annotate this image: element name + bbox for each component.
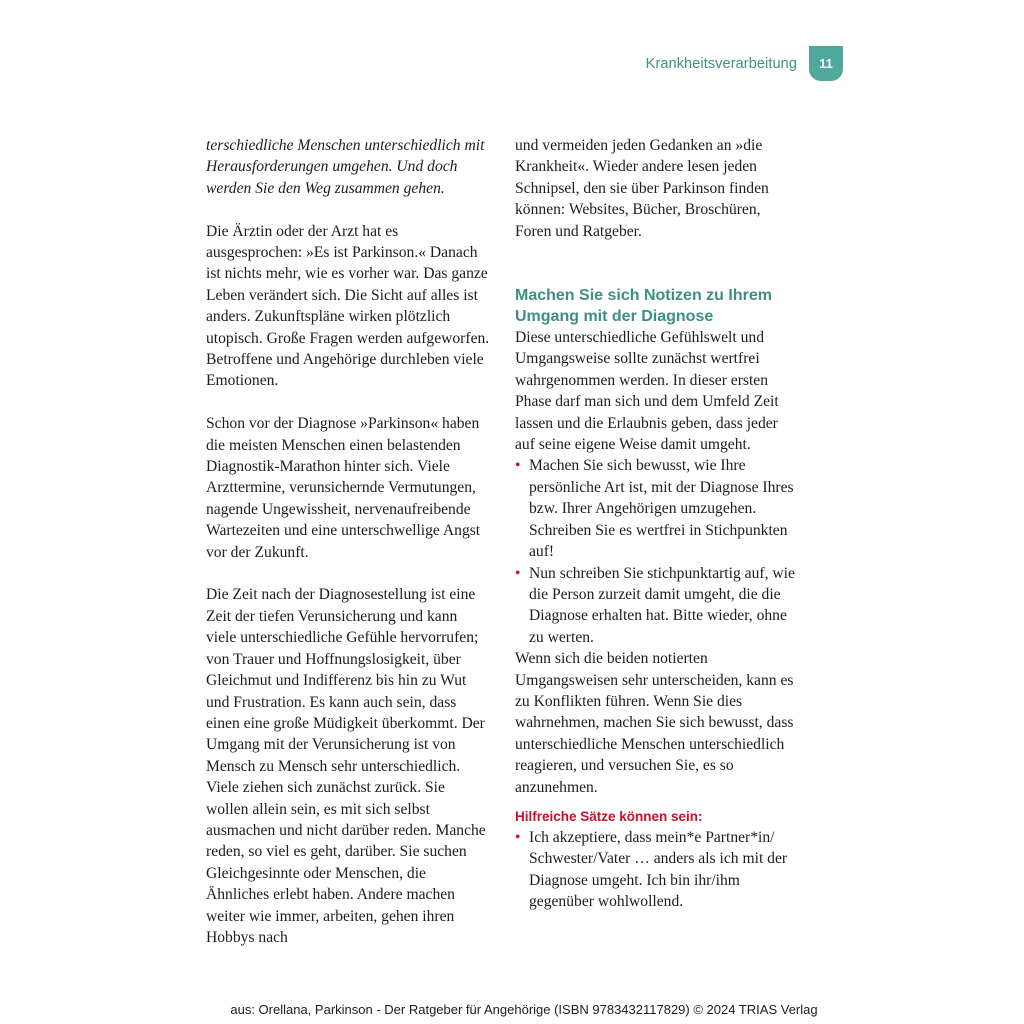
list-item: • Ich akzeptiere, dass mein*e Partner*in/ Schwester/Vater … anders als ich mit der Diagnose umgeht. Ich bin ihr/ihm gegenüber wohlwollend. [515,828,788,911]
paragraph-diagnosis: Die Ärztin oder der Arzt hat es ausgesprochen: »Es ist Parkinson.« Danach ist nichts mehr, wie es vorher war. Das ganze Leben verändert sich. Die Sicht auf alles ist anders. Zukunftspläne wirken plötzlich utopisch. Große Fragen werden aufgeworfen. Betroffene und Angehörige durchleben viele Emotionen. [206,222,490,390]
conflict-paragraph: Wenn sich die beiden notierten Umgangsweisen sehr unterscheiden, kann es zu Konflikten führen. Wenn Sie dies wahrnehmen, machen Sie sich bewusst, dass unterschiedliche Menschen unterschiedlich reagieren, und versuchen Sie, es so anzunehmen. [515,650,794,796]
bullet-dot-icon: • [515,457,521,475]
right-column [515,135,800,913]
source-footer: aus: Orellana, Parkinson - Der Ratgeber für Angehörige (ISBN 9783432117829) © 2024 TRIAS Verlag [230,1002,818,1017]
continuation-paragraph: und vermeiden jeden Gedanken an »die Krankheit«. Wieder andere lesen jeden Schnipsel, den sie über Parkinson finden können: Websites, Bücher, Broschüren, Foren und Ratgeber. [515,137,769,240]
list-item: • Machen Sie sich bewusst, wie Ihre persönliche Art ist, mit der Diagnose Ihres bzw. Ihrer Angehörigen umzugehen. Schreiben Sie es wertfrei in Stichpunkten auf! [515,457,794,561]
list-item: • Nun schreiben Sie stichpunktartig auf, wie die Person zurzeit damit umgeht, die die Diagnose erhalten hat. Bitte wieder, ohne zu werten. [515,564,795,646]
helpful-bullet-list [515,827,800,913]
notes-bullet-list [515,455,800,648]
left-column [206,135,490,948]
intro-italic-text: terschiedliche Menschen unterschiedlich mit Herausforderungen umgehen. Und doch werden Sie den Weg zusammen gehen. [206,137,485,197]
paragraph-before-diagnosis: Schon vor der Diagnose »Parkinson« haben die meisten Menschen einen belastenden Diagnostik-Marathon hinter sich. Viele Arzttermine, verunsichernde Vermutungen, nagende Ungewissheit, nervenaufreibende Wartezeiten und eine unterschwellige Angst vor der Zukunft. [206,415,481,561]
bullet-dot-icon: • [515,564,521,582]
page-number-badge: 11 [809,46,843,81]
running-header [646,46,843,81]
bullet-dot-icon: • [515,828,521,846]
chapter-title: Krankheitsverarbeitung [645,55,797,72]
section-heading: Machen Sie sich Notizen zu Ihrem Umgang mit der Diagnose [515,287,772,326]
paragraph-after-diagnosis: Die Zeit nach der Diagnosestellung ist eine Zeit der tiefen Verunsicherung und kann viele unterschiedliche Gefühle hervorrufen; von Trauer und Hoffnungslosigkeit, über Gleichmut und Indifferenz bis hin zu Wut und Frustration. Es kann auch sein, dass einen eine große Müdigkeit überkommt. Der Umgang mit der Verunsicherung ist von Mensch zu Mensch sehr unterschiedlich. Viele ziehen sich zunächst zurück. Sie wollen allein sein, es mit sich selbst ausmachen und nicht darüber reden. Manche reden, so viel es geht, darüber. Sie suchen Gleichgesinnte oder Menschen, die Ähnliches erlebt haben. Andere machen weiter wie immer, arbeiten, gehen ihren Hobbys nach [206,586,486,946]
helpful-sentences-heading: Hilfreiche Sätze können sein: [515,808,703,824]
section-intro-paragraph: Diese unterschiedliche Gefühlswelt und Umgangsweise sollte zunächst wertfrei wahrgenommen werden. In dieser ersten Phase darf man sich und dem Umfeld Zeit lassen und die Erlaubnis geben, dass jeder auf seine eigene Weise damit umgeht. [515,329,779,454]
